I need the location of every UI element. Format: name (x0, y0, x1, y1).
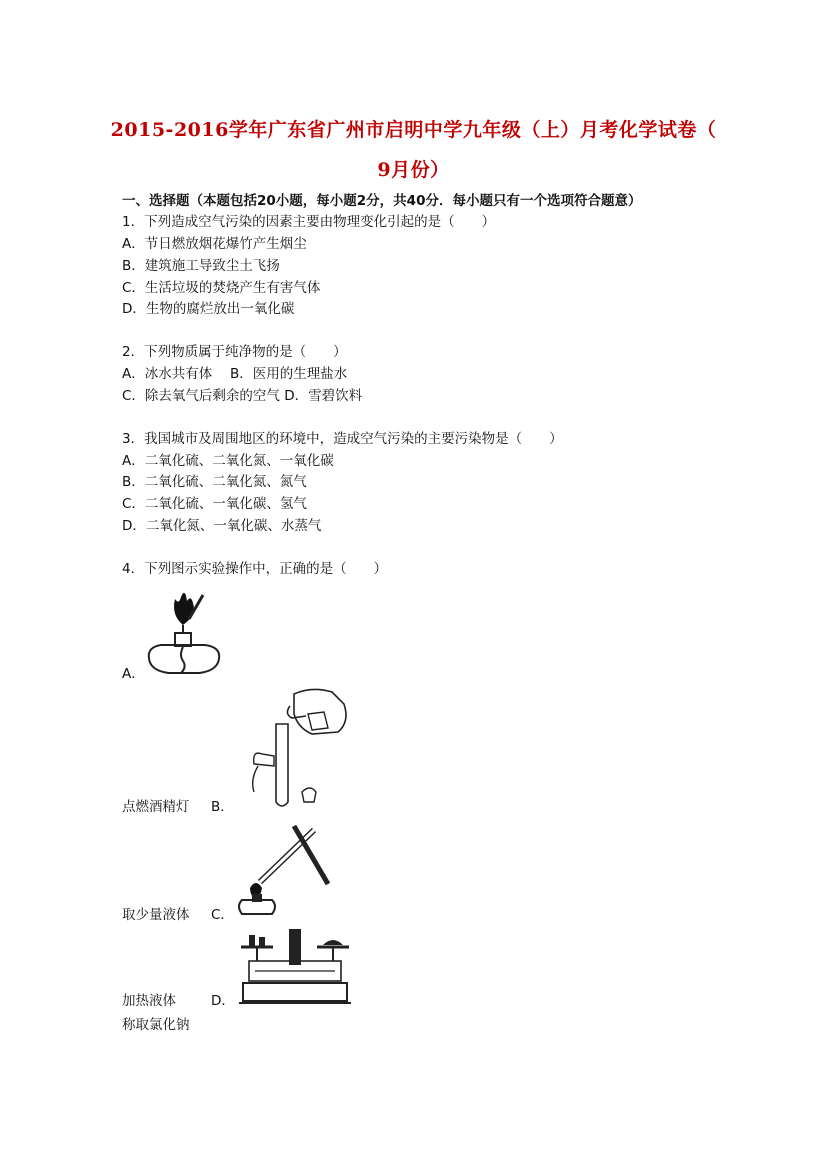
q4-option-d-caption: 称取氯化钠 (122, 1017, 190, 1033)
alcohol-lamp-figure (143, 585, 223, 677)
q3-option-b: B．二氧化硫、二氧化氮、氮气 (122, 474, 307, 490)
q4-option-b-caption: 取少量液体 (122, 907, 190, 923)
q4-option-d-label: D． (211, 993, 235, 1009)
exam-title-line2: 9月份） (377, 159, 450, 181)
q1-stem: 1．下列造成空气污染的因素主要由物理变化引起的是（ ） (122, 214, 496, 230)
q4-option-c-caption: 加热液体 (122, 993, 176, 1009)
exam-title-line1: 2015-2016学年广东省广州市启明中学九年级（上）月考化学试卷（ (110, 119, 717, 141)
heat-liquid-figure (232, 818, 337, 918)
q4-option-b-label: B． (211, 799, 234, 815)
q2-stem: 2．下列物质属于纯净物的是（ ） (122, 344, 347, 360)
q1-option-b: B．建筑施工导致尘土飞扬 (122, 258, 280, 274)
q4-option-a-label: A． (122, 666, 145, 682)
q3-option-c: C．二氧化硫、一氧化碳、氢气 (122, 496, 307, 512)
q3-option-d: D．二氧化氮、一氧化碳、水蒸气 (122, 518, 322, 534)
q1-option-a: A．节日燃放烟花爆竹产生烟尘 (122, 236, 307, 252)
section-heading: 一、选择题（本题包括20小题，每小题2分，共40分．每小题只有一个选项符合题意） (122, 193, 642, 209)
q3-option-a: A．二氧化硫、二氧化氮、一氧化碳 (122, 453, 334, 469)
pour-liquid-figure (232, 684, 357, 814)
balance-figure (233, 925, 355, 1007)
q1-option-d: D．生物的腐烂放出一氧化碳 (122, 301, 295, 317)
q3-stem: 3．我国城市及周围地区的环境中，造成空气污染的主要污染物是（ ） (122, 431, 563, 447)
q1-option-c: C．生活垃圾的焚烧产生有害气体 (122, 280, 321, 296)
q4-option-c-label: C． (211, 907, 234, 923)
q4-option-a-caption: 点燃酒精灯 (122, 799, 190, 815)
q2-options-ab: A．冰水共有体 B．医用的生理盐水 (122, 366, 348, 382)
q2-options-cd: C．除去氧气后剩余的空气 D．雪碧饮料 (122, 388, 363, 404)
q4-stem: 4．下列图示实验操作中，正确的是（ ） (122, 561, 388, 577)
